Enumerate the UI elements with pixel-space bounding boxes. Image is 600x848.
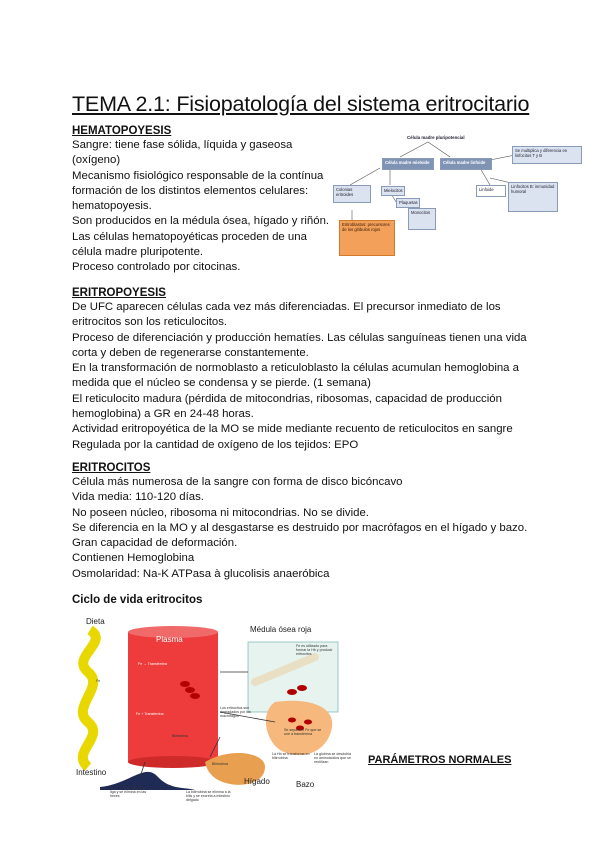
label-macrofagos: Los eritrocitos son degradados por los macrófagos — [220, 706, 251, 719]
diagram-title: Célula madre pluripotencial — [407, 135, 465, 140]
label-separa: Se separa el Fe que se une a transferrina — [284, 728, 322, 737]
text-line: hematopoyesis. — [72, 200, 152, 213]
text-line: No poseen núcleo, ribosoma ni mitocondrias. No se divide. — [72, 506, 369, 519]
eritropoyesis-section — [72, 287, 527, 453]
label-medula: Médula ósea roja — [250, 625, 312, 634]
label-intestino: Intestino — [76, 768, 107, 777]
text-line: Contienen Hemoglobina — [72, 552, 195, 565]
ciclo-heading: Ciclo de vida eritrocitos — [72, 594, 203, 606]
label-higado-note: La bilirrubina se elimina a la bilis y se excreta a intestino delgado — [186, 790, 231, 803]
hematopoyesis-heading: HEMATOPOYESIS — [72, 125, 172, 137]
box-mid1: Mielocitos — [381, 186, 405, 196]
text-line: formación de los distintos elementos celulares: — [72, 184, 309, 197]
text-line: Célula más numerosa de la sangre con forma de disco bicóncavo — [72, 476, 403, 488]
box-right2: Linfocitos B: inmunidad humoral — [508, 182, 558, 212]
box-white: Linfoide — [476, 185, 506, 197]
text-line: Gran capacidad de deformación. — [72, 537, 238, 550]
label-bazo: Bazo — [296, 780, 315, 789]
box-mid2: Plaquetas — [396, 198, 420, 208]
label-fe-transf2: Fe + Transferrina — [136, 712, 164, 716]
hematopoyesis-section — [72, 125, 329, 276]
text-line: En la transformación de normoblasto a reticuloblasto la células acumulan hemoglobina a — [72, 362, 520, 375]
label-fe: Fe — [96, 679, 101, 683]
text-line: Regulada por la cantidad de oxígeno de los tejidos: EPO — [72, 438, 359, 451]
box-right: Se multiplica y diferencia en linfocitos T y B — [512, 146, 582, 164]
label-fe-transf1: Fe → Transferrina — [138, 662, 167, 666]
text-line: Proceso de diferenciación y producción hematíes. Las células sanguíneas tienen una vida — [72, 331, 527, 344]
label-bilirrubina2: Bilirrubina — [212, 762, 228, 766]
page-title: TEMA 2.1: Fisiopatología del sistema eritrocitario — [72, 92, 530, 116]
label-higado: Hígado — [244, 777, 270, 786]
text-line: Se diferencia en la MO y al desgastarse es destruido por macrófagos en el hígado y bazo. — [72, 521, 528, 534]
box-linfoide: Célula madre linfoide — [440, 158, 492, 170]
label-hb: La Hb se transforma en bilirrubina — [272, 752, 310, 761]
label-heces: El Fe y Transferrina se liga y se elimina en las heces — [110, 786, 147, 799]
text-line: Las células hematopoyéticas proceden de una — [72, 230, 307, 243]
box-mieloide: Célula madre mieloide — [382, 158, 434, 170]
text-line: Vida media: 110-120 días. — [72, 491, 204, 504]
box-orange: Eritroblastos: precursores de los glóbulos rojos — [339, 220, 395, 256]
label-globina: La globina se desdobla en aminoácidos que se reutilizan — [314, 752, 351, 765]
parametros-heading: PARÁMETROS NORMALES — [368, 754, 512, 766]
text-line: medida que el núcleo se condensa y se pierde. (1 semana) — [72, 377, 371, 390]
eritrocitos-section — [72, 462, 527, 582]
eritropoyesis-heading: ERITROPOYESIS — [72, 287, 166, 299]
text-line: Mecanismo fisiológico responsable de la contínua — [72, 169, 324, 182]
label-medula-note: Fe es utilizado para formar la Hb y producir eritrocitos — [296, 644, 333, 657]
text-line: Proceso controlado por citocinas. — [72, 261, 241, 274]
text-line: hemoglobina) a GR en 24-48 horas. — [72, 408, 254, 421]
text-line: célula madre pluripotente. — [72, 246, 204, 259]
box-mid3: Monocitos — [408, 208, 436, 230]
text-line: De UFC aparecen células cada vez más diferenciadas. El precursor inmediato de los — [72, 301, 501, 313]
text-line: (oxígeno) — [72, 154, 121, 167]
text-line: Osmolaridad: Na-K ATPasa à glucolisis anaeróbica — [72, 567, 330, 580]
text-line: Son producidos en la médula ósea, hígado y riñón. — [72, 215, 330, 228]
eritrocitos-heading: ERITROCITOS — [72, 462, 151, 474]
text-line: Sangre: tiene fase sólida, líquida y gaseosa — [72, 139, 293, 151]
text-line: eritrocitos son los reticulocitos. — [72, 316, 228, 329]
text-line: El reticulocito madura (pérdida de mitocondrias, ribosomas, capacidad de producción — [72, 392, 502, 405]
text-line: Actividad eritropoyética de la MO se mide mediante recuento de reticulocitos en sangre — [72, 423, 513, 436]
box-left1: Colonias eritroides — [333, 185, 371, 203]
label-bilirrubina: Bilirrubina — [172, 734, 188, 738]
label-dieta: Dieta — [86, 617, 105, 626]
label-plasma: Plasma — [156, 635, 183, 644]
text-line: corta y deben de regenerarse constantemente. — [72, 346, 309, 359]
